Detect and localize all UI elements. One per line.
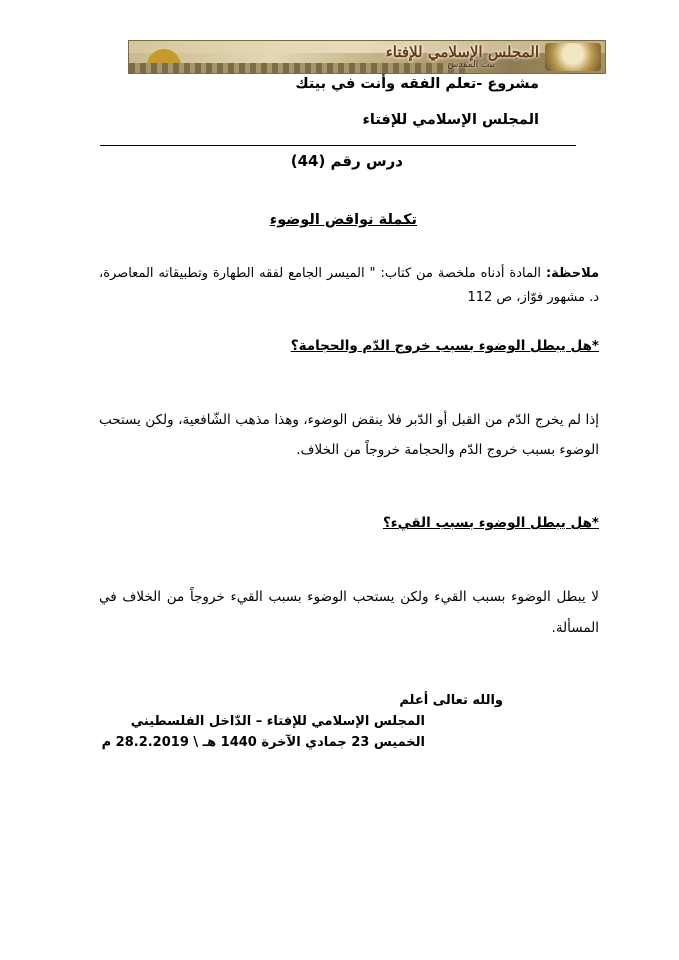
question-2: *هل يبطل الوضوء بسبب القيء؟: [382, 515, 599, 531]
council-name: المجلس الإسلامي للإفتاء: [362, 112, 539, 128]
banner-subtitle: بيت المقدس: [447, 60, 495, 70]
council-emblem-icon: [545, 43, 601, 71]
header-divider: [100, 145, 576, 146]
banner-cityscape: [129, 63, 465, 73]
answer-2: لا يبطل الوضوء بسبب القيء ولكن يستحب الوضوء بسبب القيء خروجاً من الخلاف في المسألة.: [99, 589, 599, 636]
closing-line: والله تعالى أعلم: [399, 693, 503, 708]
lesson-number: درس رقم (44): [290, 152, 403, 170]
header-banner: [128, 40, 606, 74]
banner-title: المجلس الإسلامي للإفتاء: [385, 43, 539, 61]
note-text: المادة أدناه ملخصة من كتاب: " الميسر الجامع لفقه الطهارة وتطبيقاته المعاصرة، د. مشهور فوّاز، ص 112: [99, 266, 599, 305]
note-label: ملاحظة:: [545, 266, 599, 281]
date-line: الخميس 23 جمادي الآخرة 1440 هـ \ 28.2.2019 م: [101, 735, 425, 750]
answer-1: إذا لم يخرج الدّم من القبل أو الدّبر فلا ينقض الوضوء، وهذا مذهب الشّافعية، ولكن يستحب الوضوء بسبب خروج الدّم والحجامة خروجاً من الخلاف.: [99, 412, 599, 458]
project-title: مشروع -تعلم الفقه وأنت في بيتك: [295, 76, 539, 92]
signature-block: [101, 690, 503, 753]
question-1: *هل يبطل الوضوء بسبب خروج الدّم والحجامة؟: [290, 338, 599, 354]
signature-line: المجلس الإسلامي للإفتاء – الدّاخل الفلسطيني: [130, 714, 425, 729]
lesson-topic: تكملة نواقض الوضوء: [269, 212, 417, 228]
source-note: [99, 262, 599, 310]
